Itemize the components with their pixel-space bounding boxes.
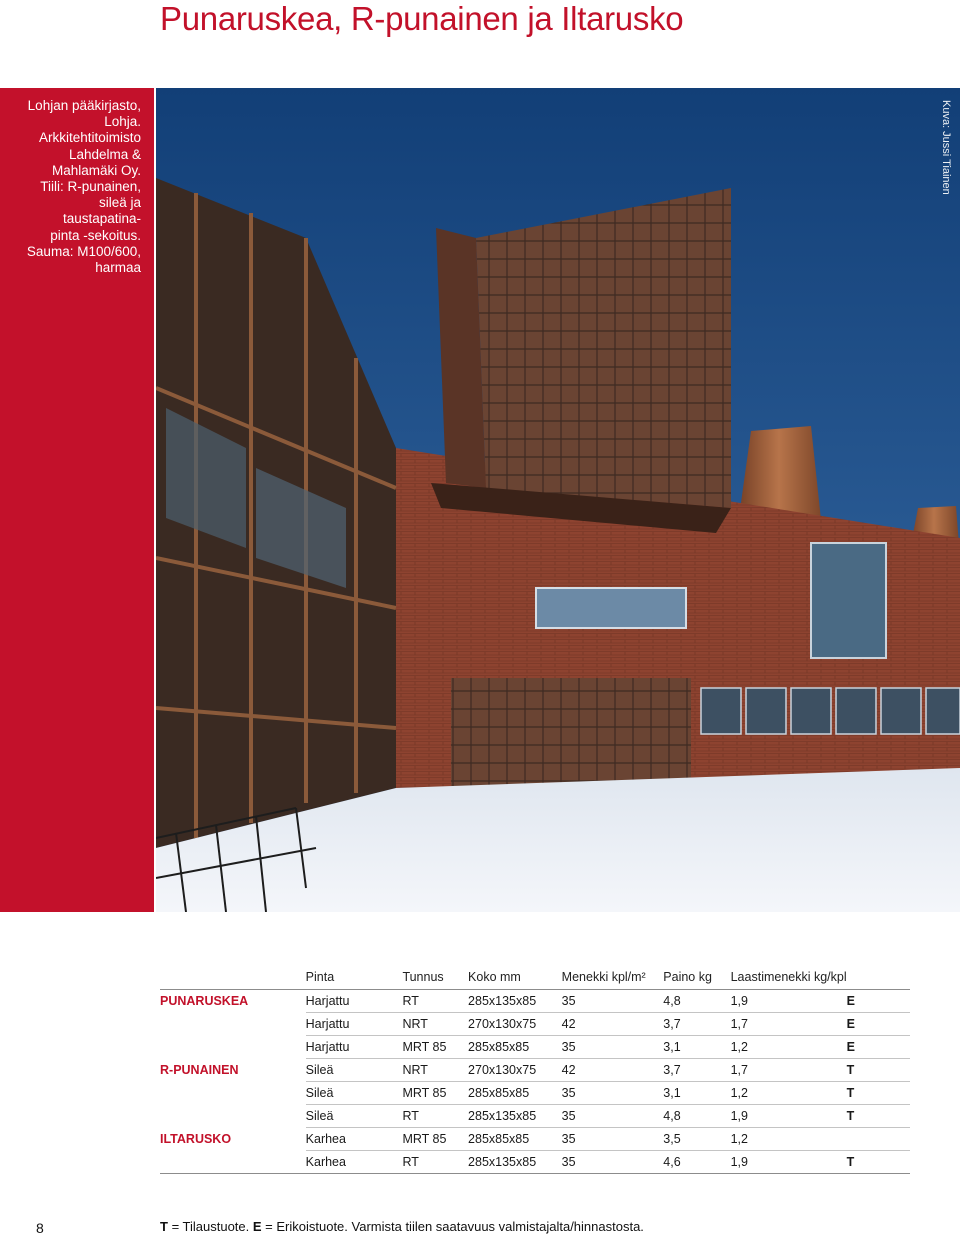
- cell-paino: 3,7: [663, 1013, 730, 1036]
- cell-koko: 285x135x85: [468, 1105, 562, 1128]
- cell-code: T: [847, 1105, 910, 1128]
- group-label: [160, 1082, 306, 1105]
- cell-laasti: 1,9: [731, 990, 847, 1013]
- cell-paino: 3,5: [663, 1128, 730, 1151]
- cell-laasti: 1,2: [731, 1036, 847, 1059]
- caption-line: Tiili: R-punainen,: [40, 179, 141, 195]
- building-photo: [156, 88, 960, 912]
- cell-pinta: Sileä: [306, 1082, 403, 1105]
- header-group: [160, 965, 306, 990]
- cell-koko: 285x135x85: [468, 1151, 562, 1174]
- brick-specs-table: [160, 965, 910, 1174]
- cell-pinta: Harjattu: [306, 1013, 403, 1036]
- cell-laasti: 1,7: [731, 1013, 847, 1036]
- cell-laasti: 1,2: [731, 1128, 847, 1151]
- caption-line: pinta -sekoitus.: [50, 227, 141, 243]
- header-paino: Paino kg: [663, 965, 730, 990]
- caption-line: Lahdelma &: [68, 146, 141, 162]
- cell-pinta: Harjattu: [306, 990, 403, 1013]
- cell-koko: 285x85x85: [468, 1128, 562, 1151]
- cell-tunnus: MRT 85: [402, 1036, 468, 1059]
- cell-menekki: 42: [562, 1013, 664, 1036]
- caption-line: taustapatina-: [62, 211, 141, 227]
- header-tunnus: Tunnus: [402, 965, 468, 990]
- table-row: [160, 1082, 910, 1105]
- cell-pinta: Harjattu: [306, 1036, 403, 1059]
- cell-menekki: 35: [562, 1128, 664, 1151]
- cell-code: T: [847, 1082, 910, 1105]
- cell-tunnus: RT: [402, 1105, 468, 1128]
- cell-laasti: 1,7: [731, 1059, 847, 1082]
- footnote-t-text: = Tilaustuote.: [167, 1219, 253, 1234]
- cell-laasti: 1,9: [731, 1105, 847, 1128]
- caption-line: Arkkitehtitoimisto: [38, 130, 141, 146]
- group-label: [160, 1036, 306, 1059]
- cell-koko: 270x130x75: [468, 1013, 562, 1036]
- table-row: [160, 1151, 910, 1174]
- header-code: [847, 965, 910, 990]
- group-label: [160, 1151, 306, 1174]
- table-row: [160, 1128, 910, 1151]
- group-label: R-PUNAINEN: [160, 1063, 239, 1077]
- cell-tunnus: NRT: [402, 1059, 468, 1082]
- caption-line: harmaa: [95, 260, 141, 276]
- cell-code: E: [847, 990, 910, 1013]
- header-laasti: Laastimenekki kg/kpl: [731, 965, 847, 990]
- header-menekki: Menekki kpl/m²: [562, 965, 664, 990]
- table-row: [160, 1036, 910, 1059]
- cell-koko: 285x85x85: [468, 1082, 562, 1105]
- cell-menekki: 35: [562, 1036, 664, 1059]
- cell-paino: 3,7: [663, 1059, 730, 1082]
- caption-line: sileä ja: [98, 195, 141, 211]
- cell-menekki: 35: [562, 990, 664, 1013]
- cell-pinta: Sileä: [306, 1059, 403, 1082]
- header-koko: Koko mm: [468, 965, 562, 990]
- cell-code: T: [847, 1059, 910, 1082]
- cell-menekki: 42: [562, 1059, 664, 1082]
- cell-code: E: [847, 1036, 910, 1059]
- table-header-row: [160, 965, 910, 990]
- cell-koko: 285x135x85: [468, 990, 562, 1013]
- cell-paino: 3,1: [663, 1082, 730, 1105]
- cell-menekki: 35: [562, 1082, 664, 1105]
- cell-paino: 4,6: [663, 1151, 730, 1174]
- footnote-e-text: = Erikoistuote. Varmista tiilen saatavuus valmistajalta/hinnastosta.: [261, 1219, 644, 1234]
- cell-laasti: 1,2: [731, 1082, 847, 1105]
- cell-code: [847, 1128, 910, 1151]
- footnote-t-key: T: [160, 1219, 168, 1234]
- caption-line: Mahlamäki Oy.: [51, 162, 141, 178]
- cell-pinta: Karhea: [306, 1151, 403, 1174]
- cell-tunnus: MRT 85: [402, 1128, 468, 1151]
- group-label: PUNARUSKEA: [160, 994, 249, 1009]
- table-row: [160, 990, 910, 1013]
- cell-pinta: Karhea: [306, 1128, 403, 1151]
- cell-paino: 4,8: [663, 1105, 730, 1128]
- table-row: [160, 1105, 910, 1128]
- footnote-e-key: E: [252, 1219, 262, 1234]
- group-label: ILTARUSKO: [160, 1132, 232, 1146]
- table-row: [160, 1013, 910, 1036]
- table-row: [160, 1059, 910, 1082]
- photo-caption: [1, 98, 141, 276]
- page-number: 8: [36, 1220, 44, 1236]
- cell-laasti: 1,9: [731, 1151, 847, 1174]
- cell-tunnus: RT: [402, 990, 468, 1013]
- cell-code: T: [847, 1151, 910, 1174]
- cell-tunnus: NRT: [402, 1013, 468, 1036]
- header-pinta: Pinta: [306, 965, 403, 990]
- cell-koko: 285x85x85: [468, 1036, 562, 1059]
- building-illustration: [156, 88, 960, 912]
- group-label: [160, 1013, 306, 1036]
- caption-line: Lohja.: [104, 114, 141, 130]
- caption-line: Lohjan pääkirjasto,: [27, 98, 141, 113]
- cell-pinta: Sileä: [306, 1105, 403, 1128]
- photo-credit: Kuva: Jussi Tiainen: [940, 100, 952, 195]
- cell-koko: 270x130x75: [468, 1059, 562, 1082]
- caption-line: Sauma: M100/600,: [26, 243, 141, 259]
- footnote: [160, 1219, 644, 1234]
- cell-code: E: [847, 1013, 910, 1036]
- cell-paino: 3,1: [663, 1036, 730, 1059]
- cell-tunnus: RT: [402, 1151, 468, 1174]
- cell-menekki: 35: [562, 1151, 664, 1174]
- page-title: Punaruskea, R-punainen ja Iltarusko: [160, 0, 684, 37]
- cell-paino: 4,8: [663, 990, 730, 1013]
- caption-panel: [0, 88, 154, 912]
- group-label: [160, 1105, 306, 1128]
- cell-menekki: 35: [562, 1105, 664, 1128]
- cell-tunnus: MRT 85: [402, 1082, 468, 1105]
